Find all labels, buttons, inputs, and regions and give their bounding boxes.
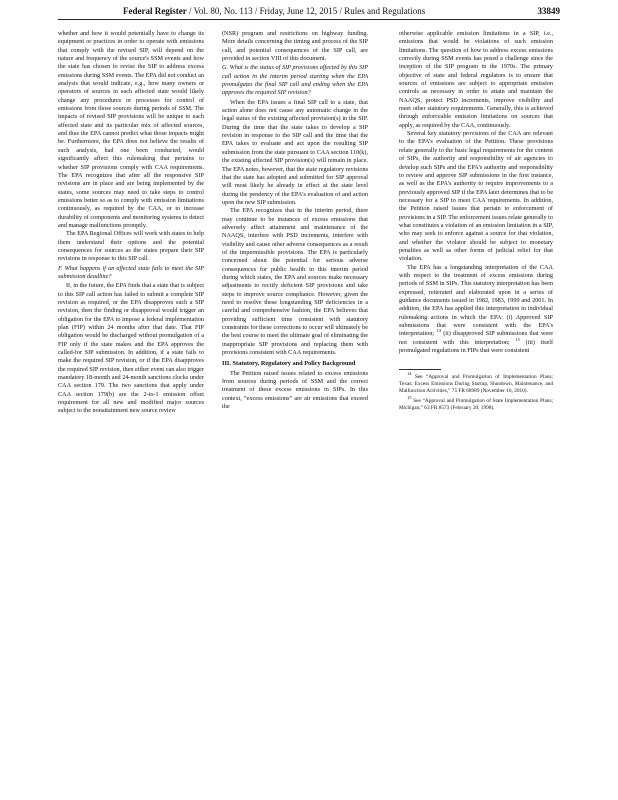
paragraph: Several key statutory provisions of the CAA are relevant to the EPA's evaluation of the Petition. These provisions relate generally to the basic legal requirements for the content of SIPs, the authority and responsibility of air agencies to develop such SIPs and the EPA's authority and responsibility to review and approve SIP submissions in the first instance, as well as the EPA's authority to require improvements to a previously approved SIP if the EPA later determines that to be necessary for a SIP to meet CAA requirements. In addition, the Petition raised issues that pertain to enforcement of provisions in a SIP. The enforcement issues relate generally to what constitutes a violation of an emission limitation in a SIP, who may seek to enforce against a source for that violation, and whether the violator should be subject to monetary penalties as well as other forms of judicial relief for that violation. bbox=[399, 130, 553, 263]
column-2 bbox=[222, 30, 368, 411]
header-rule bbox=[58, 19, 560, 20]
footnote-number: 14 bbox=[407, 371, 412, 377]
paragraph: whether and how it would potentially have to change its equipment or practices in order to operate with emissions that comply with the revised SIP, will depend on the nature and frequency of the source's SSM events and how the state has chosen to revise the SIP to address excess emissions during SSM events. The EPA did not conduct an analysis that would indicate, e.g., how many owners or operators of sources in each affected state would likely change any procedures or processes for control of emissions from those sources during periods of SSM. The impacts of revised SIP provisions will be unique to each affected state and its particular mix of affected sources, and thus the EPA cannot predict what those impacts might be. Furthermore, the EPA does not believe the results of such analysis, had one been conducted, would significantly affect this rulemaking that pertains to whether SIP provisions comply with CAA requirements. The EPA recognizes that after all the responsive SIP revisions are in place and are being implemented by the states, some sources may need to take steps to control emissions better so as to comply with emission limitations continuously, as required by the CAA, or to increase durability of components and monitoring systems to detect and manage malfunctions promptly. bbox=[58, 30, 204, 229]
header-citation bbox=[123, 6, 425, 16]
paragraph-text: The EPA has a longstanding interpretation of the CAA with respect to the treatment of excess emissions during periods of SSM in SIPs. This statutory interpretation has been expressed, reiterated and elaborated upon in a series of guidance documents issued in 1982, 1983, 1999 and 2001. In addition, the EPA has applied this interpretation in individual rulemaking actions in which the EPA: (i) Approved SIP submissions that were consistent with the EPA's interpretation; bbox=[399, 263, 553, 338]
paragraph: The Petition raised issues related to excess emissions from sources during periods of SSM and the correct treatment of these excess emissions in SIPs. In this context, “excess emissions” are air emissions that exceed the bbox=[222, 369, 368, 410]
paragraph: otherwise applicable emission limitations in a SIP, i.e., emissions that would be violations of such emission limitations. The question of how to address excess emissions correctly during SSM events has posed a challenge since the inception of the SIP program in the 1970s. The primary objective of state and federal regulators is to ensure that sources of emissions are subject to appropriate emission controls as necessary in order to attain and maintain the NAAQS, protect PSD increments, improve visibility and meet other statutory requirements. Generally, this is achieved through enforceable emission limitations on sources that apply, as required by the CAA, continuously. bbox=[399, 30, 553, 129]
issue-line: / Vol. 80, No. 113 / Friday, June 12, 2015 / Rules and Regulations bbox=[186, 6, 426, 16]
paragraph-text: (ii) disapproved SIP submissions that were not consistent with this interpretation; bbox=[399, 330, 554, 346]
column-1 bbox=[58, 30, 204, 416]
footnote bbox=[399, 371, 553, 395]
paragraph: The EPA recognizes that in the interim period, there may continue to be instances of excess emissions that adversely affect attainment and maintenance of the NAAQS, interfere with PSD increments, interfere with visibility and cause other adverse consequences as a result of the impermissible provisions. The EPA is particularly concerned about the potential for serious adverse consequences for public health in this interim period during which states, the EPA and sources make necessary adjustments to rectify deficient SIP provisions and take steps to improve source compliance. However, given the need to resolve these longstanding SIP deficiencies in a careful and comprehensive fashion, the EPA believes that providing sufficient time consistent with statutory constraints for these corrections to occur will ultimately be the best course to meet the ultimate goal of eliminating the inappropriate SIP provisions and replacing them with provisions consistent with CAA requirements. bbox=[222, 207, 368, 357]
paragraph bbox=[399, 264, 553, 356]
footnote-ref: 14 bbox=[436, 328, 441, 334]
paragraph-text: (iii) itself promulgated regulations in FIPs that were consistent bbox=[399, 338, 554, 355]
footnote-text: See “Approval and Promulgation of Implementation Plans; Texas; Excess Emissions During Startup, Shutdown, Maintenance, and Malfunction Activities,” 75 FR 68989 (November 10, 2010). bbox=[399, 374, 553, 395]
paragraph: When the EPA issues a final SIP call to a state, that action alone does not cause any automatic change in the legal status of the existing affected provision(s) in the SIP. During the time that the state takes to develop a SIP revision in response to the SIP call and the time that the EPA takes to evaluate and act upon the resulting SIP submission from the state pursuant to CAA section 110(k), the existing affected SIP provision(s) will remain in place. The EPA notes, however, that the state regulatory revisions that the state has adopted and submitted for SIP approval will most likely be already in effect at the state level during the pendency of the EPA's evaluation of and action upon the new SIP submission. bbox=[222, 98, 368, 206]
journal-name: Federal Register bbox=[123, 6, 187, 16]
footnote-rule bbox=[399, 369, 441, 370]
paragraph: The EPA Regional Offices will work with states to help them understand their options and the potential consequences for sources as the states prepare their SIP revisions in response to this SIP call. bbox=[58, 230, 204, 263]
column-3 bbox=[399, 30, 553, 415]
page-number: 33849 bbox=[537, 6, 560, 16]
paragraph: (NSR) program and restrictions on highway funding. More details concerning the timing and process of the SIP call, and potential consequences of the SIP call, are provided in section VIII of this document. bbox=[222, 30, 368, 63]
footnote bbox=[399, 395, 553, 412]
footnote-number: 15 bbox=[407, 395, 412, 401]
question-heading-g: G. What is the status of SIP provisions affected by this SIP call action in the interim period starting when the EPA promulgates the final SIP call and ending when the EPA approves the required SIP revision? bbox=[222, 64, 368, 97]
section-heading: III. Statutory, Regulatory and Policy Background bbox=[222, 360, 356, 368]
page-header bbox=[58, 6, 560, 19]
paragraph: If, in the future, the EPA finds that a state that is subject to this SIP call action has failed to submit a complete SIP revision as required, or the EPA disapproves such a SIP revision, then the finding or disapproval would trigger an obligation for the EPA to impose a federal implementation plan (FIP) within 24 months after that date. That FIP obligation would be discharged without promulgation of a FIP only if the state makes and the EPA approves the called-for SIP submission. In addition, if a state fails to make the required SIP revision, or if the EPA disapproves the required SIP revision, then either event can also trigger mandatory 18-month and 24-month sanctions clocks under CAA section 179. The two sanctions that apply under CAA section 179(b) are the 2-to-1 emission offset requirement for all new and modified major sources subject to the nonattainment new source review bbox=[58, 282, 204, 415]
footnote-text: See “Approval and Promulgation of State Implementation Plans; Michigan,” 63 FR 8573 (February 20, 1998). bbox=[399, 398, 553, 412]
question-heading-f: F. What happens if an affected state fails to meet the SIP submission deadline? bbox=[58, 264, 204, 280]
footnote-ref: 15 bbox=[515, 336, 520, 342]
